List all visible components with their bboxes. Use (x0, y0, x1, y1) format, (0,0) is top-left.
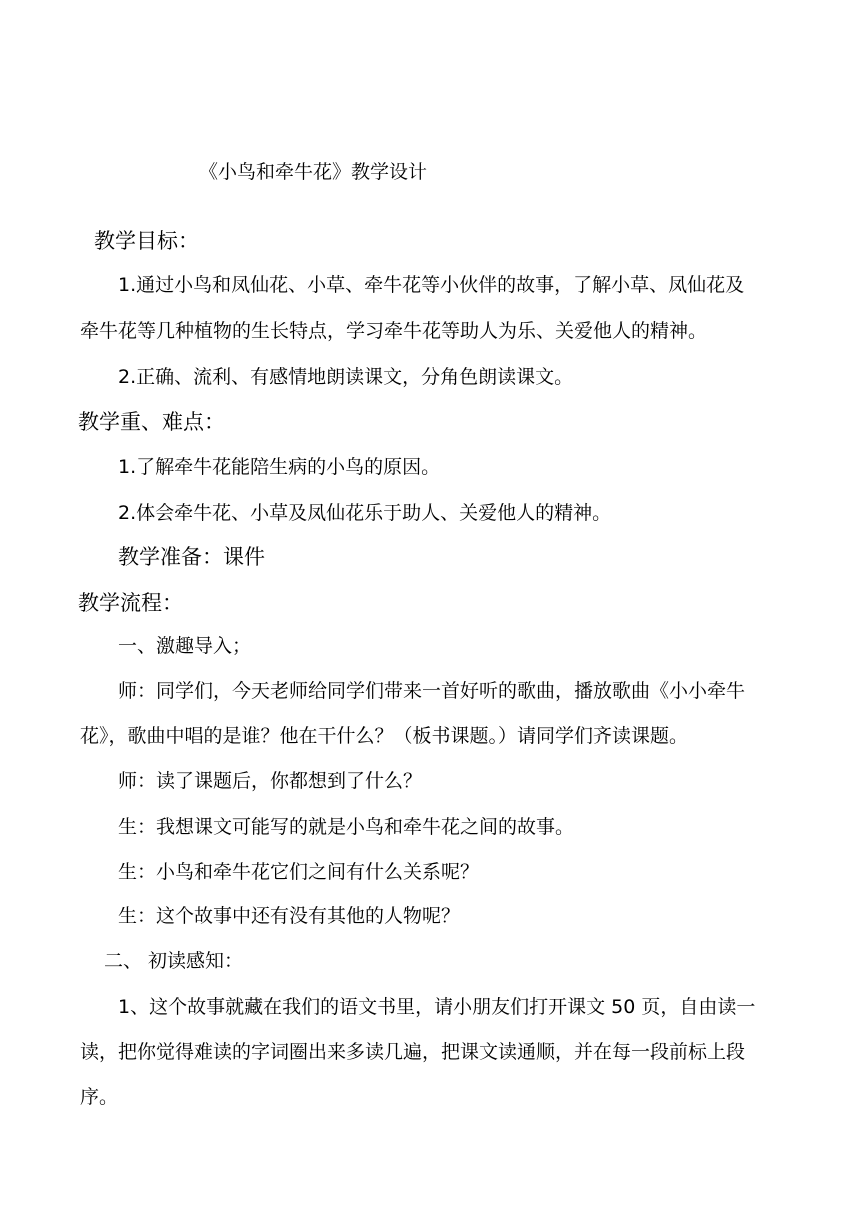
key-points-heading: 教学重、难点： (78, 410, 225, 434)
paragraph-line: 师：读了课题后，你都想到了什么？ (118, 770, 423, 792)
section-heading: 二、 初读感知： (104, 950, 244, 972)
goals-heading: 教学目标： (94, 229, 199, 253)
paragraph-line: 序。 (80, 1086, 119, 1108)
paragraph-line: 读，把你觉得难读的字词圈出来多读几遍，把课文读通顺，并在每一段前标上段 (80, 1041, 746, 1063)
paragraph-line: 生：这个故事中还有没有其他的人物呢？ (118, 905, 461, 927)
preparation-line: 教学准备：课件 (118, 545, 265, 569)
paragraph-line: 生：我想课文可能写的就是小鸟和牵牛花之间的故事。 (118, 816, 575, 838)
flow-heading: 教学流程： (78, 591, 183, 615)
goal-line: 1.通过小鸟和凤仙花、小草、牵牛花等小伙伴的故事，了解小草、凤仙花及 (118, 274, 745, 296)
section-heading: 一、激趣导入； (118, 635, 252, 657)
paragraph-line: 花》，歌曲中唱的是谁？他在干什么？（板书课题。）请同学们齐读课题。 (80, 725, 689, 747)
key-point-line: 1.了解牵牛花能陪生病的小鸟的原因。 (118, 456, 441, 478)
page-title: 《小鸟和牵牛花》教学设计 (199, 161, 428, 183)
goal-line: 2.正确、流利、有感情地朗读课文，分角色朗读课文。 (118, 366, 574, 388)
paragraph-line: 1、这个故事就藏在我们的语文书里，请小朋友们打开课文 50 页，自由读一 (118, 996, 756, 1018)
paragraph-line: 师：同学们，今天老师给同学们带来一首好听的歌曲，播放歌曲《小小牵牛 (118, 680, 746, 702)
paragraph-line: 生：小鸟和牵牛花它们之间有什么关系呢？ (118, 861, 480, 883)
goal-line: 牵牛花等几种植物的生长特点，学习牵牛花等助人为乐、关爱他人的精神。 (80, 320, 708, 342)
key-point-line: 2.体会牵牛花、小草及凤仙花乐于助人、关爱他人的精神。 (118, 502, 612, 524)
